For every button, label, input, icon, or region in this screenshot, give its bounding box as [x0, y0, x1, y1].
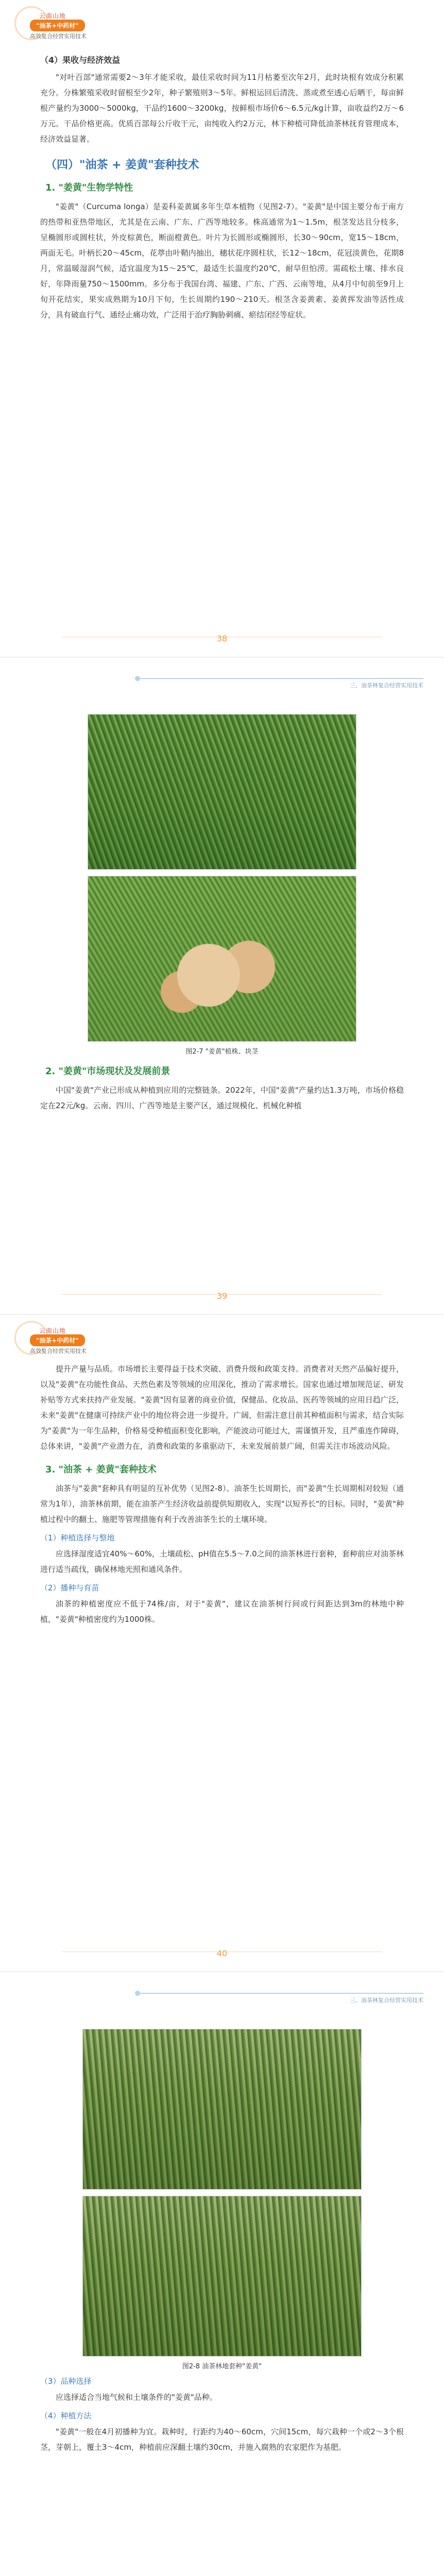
- section-title: （四）"油茶 + 姜黄"套种技术: [45, 159, 199, 172]
- badge-line-3: 高效复合经营实用技术: [30, 33, 87, 40]
- chapter-header-text: 三、油茶林复合经营实用技术: [350, 682, 423, 689]
- header-dot: [135, 676, 140, 681]
- paragraph: 提升产量与品质。市场增长主要得益于技术突破、消费升级和政策支持。消费者对天然产品偏好提升，以及"姜黄"在功能性食品、天然色素及等领域的应用深化，推动了需求增长。国家也通过增加规范证、研发补贴等方式来扶持产业发展。"姜黄"因有显著的商业价值，保健品、化妆品、医药等领域的应用日趋广泛，未来"姜黄"在健康可持续产业中的地位将会进一步提升。广阔，但需注意目前其种植面积与需求，结合实际为"姜黄"为一年生品种，价格易受种植面积变化影响，产能波动可能过大，需谨慎开发，且严重连作障碍，总体来讲，"姜黄"产业潜力在，消费和政策的多重驱动下，未来发展前景广阔，但需关注市场波动风险。: [40, 1364, 404, 1451]
- turmeric-plant-photo: [88, 714, 356, 870]
- subheading: （4）果收与经济效益: [40, 55, 121, 65]
- paragraph: "姜黄"（Curcuma longa）是姜科姜黄属多年生草本植物（见图2-7）。"姜黄"是中国主要分布于南方的热带和亚热带地区，尤其是在云南、广东、广西等地较多。株高通常为1～1.5m，根茎发达且分枝多，呈椭圆形或圆柱状，外皮棕黄色，断面橙黄色。叶片为长圆形或椭圆形，长30～90cm，宽15～18cm，两面无毛。叶柄长20～45cm，花葶由叶鞘内抽出，穗状花序圆柱状，长12～18cm，花冠淡黄色，花期8月，常温暖湿润气候，适宜温度为15～25℃，最适生长温度约20℃，耐旱但怕涝。需疏松土壤、排水良好，年降雨量750～1500mm。多分布于我国台湾、福建、广东、广西、云南等地，从4月中旬前至9月上旬开花结实，果实成熟期为10月下旬，生长周期约190～210天。根茎含姜黄素、姜黄挥发油等活性成分，具有破血行气、通经止痛功效，广泛用于治疗胸胁刺痛、瘀结闭经等症状。: [40, 202, 404, 319]
- chapter-header-text: 三、油茶林复合经营实用技术: [350, 1997, 423, 2004]
- turmeric-rhizome-photo: [88, 876, 356, 1042]
- minor-heading: （1）种植选择与整地: [40, 1533, 115, 1543]
- paragraph: "姜黄"一般在4月初播种为宜。栽种时，行距约为40～60cm，穴间15cm，每穴栽种一个或2～3个根茎，芽朝上，覆土3～4cm，种植前应深翻土壤约30cm，并施入腐熟的农家肥作为基肥。: [40, 2427, 404, 2452]
- subsection-title: 3. "油茶 + 姜黄"套种技术: [45, 1464, 157, 1475]
- header-dot: [135, 1991, 140, 1996]
- minor-heading: （3）品种选择: [40, 2377, 92, 2386]
- figure-caption: 图2-8 油茶林地套种"姜黄": [182, 2363, 262, 2370]
- paragraph: "对叶百部"通常需要2～3年才能采收，最佳采收时间为11月枯萎至次年2月，此时块根有效成分积累充分。分株繁殖采收时留根至少2年，种子繁殖则3～5年。鲜根运回后清洗、蒸或煮至透心后晒干，每亩鲜根产量约为3000～5000kg，干品约1600～3200kg，按鲜根市场价6～6.5元/kg计算，亩收益约2万～6万元。干品价格更高。优质百部每公斤收干元，亩纯收入约2万元，林下种植可降低油茶林抚育管理成本，经济效益显著。: [40, 73, 404, 144]
- minor-heading: （4）种植方法: [40, 2411, 92, 2420]
- page-number: 40: [216, 1948, 228, 1958]
- badge-pill: "油茶+中药材": [30, 1334, 85, 1346]
- book-badge: [30, 1326, 117, 1362]
- page-39: [0, 657, 444, 1315]
- page-40: [0, 1315, 444, 1972]
- badge-pill: "油茶+中药材": [30, 20, 85, 31]
- paragraph: 应选择湿度适宜40%～60%，土壤疏松、pH值在5.5～7.0之间的油茶林进行套种，套种前应对油茶林进行适当疏伐，确保林地光照和通风条件。: [40, 1549, 404, 1574]
- chapter-header-band: [135, 678, 423, 692]
- figure-caption: 图2-7 "姜黄"植株、块茎: [185, 1048, 259, 1056]
- badge-line-3: 高效复合经营实用技术: [30, 1348, 87, 1354]
- intercrop-photo-top: [82, 2029, 362, 2190]
- book-badge: [30, 11, 117, 47]
- paragraph: 油茶的种植密度应不低于74株/亩，对于"姜黄"，建议在油茶树行间或行间距达到3m的林地中种植，"姜黄"种植密度约为1000株。: [40, 1599, 404, 1624]
- subsection-title: 1. "姜黄"生物学特性: [45, 182, 133, 193]
- chapter-header-band: [135, 1993, 423, 2007]
- badge-line-1: 云南山地: [39, 1327, 66, 1334]
- minor-heading: （2）播种与育苗: [40, 1583, 99, 1592]
- intercrop-photo-bottom: [82, 2196, 362, 2357]
- page-41: [0, 1972, 444, 2576]
- paragraph: 油茶与"姜黄"套种具有明显的互补优势（见图2-8）。油茶生长周期长，而"姜黄"生长周期相对较短（通常为1年），油茶林前期，能在油茶产生经济收益前提供短期收入，实现"以短养长"的目标。同时，"姜黄"种植过程中的翻土、施肥等管理措施有利于改善油茶生长的土壤环境。: [40, 1484, 404, 1524]
- paragraph: 应选择适合当地气候和土壤条件的"姜黄"品种。: [56, 2393, 217, 2402]
- subsection-title: 2. "姜黄"市场现状及发展前景: [45, 1066, 170, 1077]
- badge-line-1: 云南山地: [39, 12, 66, 20]
- page-number: 39: [216, 1291, 228, 1301]
- page-number: 38: [216, 634, 228, 643]
- page-38: [0, 0, 444, 657]
- paragraph: 中国"姜黄"产业已形成从种植到应用的完整链条。2022年，中国"姜黄"产量约达1.3万吨，市场价格稳定在22元/kg。云南、四川、广西等地是主要产区，通过规模化、机械化种植: [40, 1086, 404, 1110]
